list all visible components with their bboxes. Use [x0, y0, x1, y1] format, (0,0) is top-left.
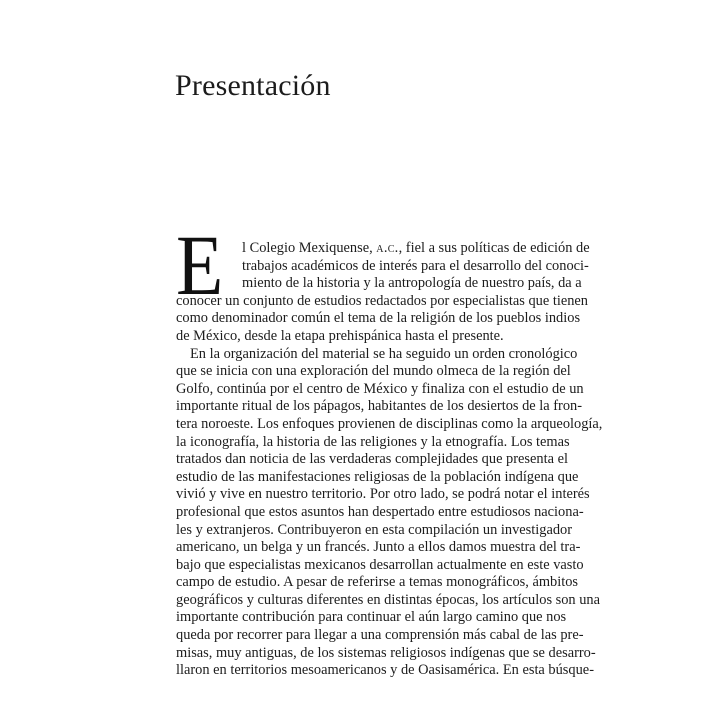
text-line: profesional que estos asuntos han despertado entre estudiosos naciona-	[176, 503, 584, 520]
text-line: misas, muy antiguas, de los sistemas religiosos indígenas que se desarro-	[176, 644, 596, 661]
text-line: tratados dan noticia de las verdaderas complejidades que presenta el	[176, 451, 568, 468]
text-line: llaron en territorios mesoamericanos y de Oasisamérica. En esta búsque-	[176, 662, 594, 679]
text-line: Golfo, continúa por el centro de México y finaliza con el estudio de un	[176, 380, 584, 397]
text-line: En la organización del material se ha seguido un orden cronológico	[190, 345, 578, 362]
text-line: conocer un conjunto de estudios redactados por especialistas que tienen	[176, 292, 588, 309]
page-title: Presentación	[175, 69, 331, 102]
text-line: importante contribución para continuar el aún largo camino que nos	[176, 609, 567, 626]
text-line: vivió y vive en nuestro territorio. Por otro lado, se podrá notar el interés	[176, 486, 590, 503]
body-text	[176, 240, 603, 680]
text-line: que se inicia con una exploración del mundo olmeca de la región del	[176, 363, 571, 380]
text-segment: l Colegio Mexiquense,	[242, 240, 377, 256]
text-line: les y extranjeros. Contribuyeron en esta compilación un investigador	[176, 521, 573, 538]
text-line	[242, 240, 590, 258]
paragraph-2	[176, 345, 603, 680]
paragraph-1	[176, 240, 590, 346]
text-line: miento de la historia y la antropología de nuestro país, da a	[242, 275, 582, 292]
text-line: americano, un belga y un francés. Junto a ellos damos muestra del tra-	[176, 539, 581, 556]
text-segment: , fiel a sus políticas de edición de	[398, 240, 590, 256]
abbreviation: a.c.	[376, 240, 399, 256]
text-line: queda por recorrer para llegar a una comprensión más cabal de las pre-	[176, 627, 584, 644]
text-line: campo de estudio. A pesar de referirse a temas monográficos, ámbitos	[176, 574, 579, 591]
text-line: importante ritual de los pápagos, habitantes de los desiertos de la fron-	[176, 398, 583, 415]
drop-cap: E	[176, 217, 224, 313]
text-line: tera noroeste. Los enfoques provienen de disciplinas como la arqueología,	[176, 415, 603, 432]
text-line: geográficos y culturas diferentes en distintas épocas, los artículos son una	[176, 591, 601, 608]
text-line: de México, desde la etapa prehispánica hasta el presente.	[176, 327, 504, 344]
text-line: bajo que especialistas mexicanos desarrollan actualmente en este vasto	[176, 556, 584, 573]
text-line: estudio de las manifestaciones religiosas de la población indígena que	[176, 468, 579, 485]
text-line: la iconografía, la historia de las religiones y la etnografía. Los temas	[176, 433, 570, 450]
text-line: trabajos académicos de interés para el desarrollo del conoci-	[242, 257, 589, 274]
text-line: como denominador común el tema de la religión de los pueblos indios	[176, 310, 581, 327]
